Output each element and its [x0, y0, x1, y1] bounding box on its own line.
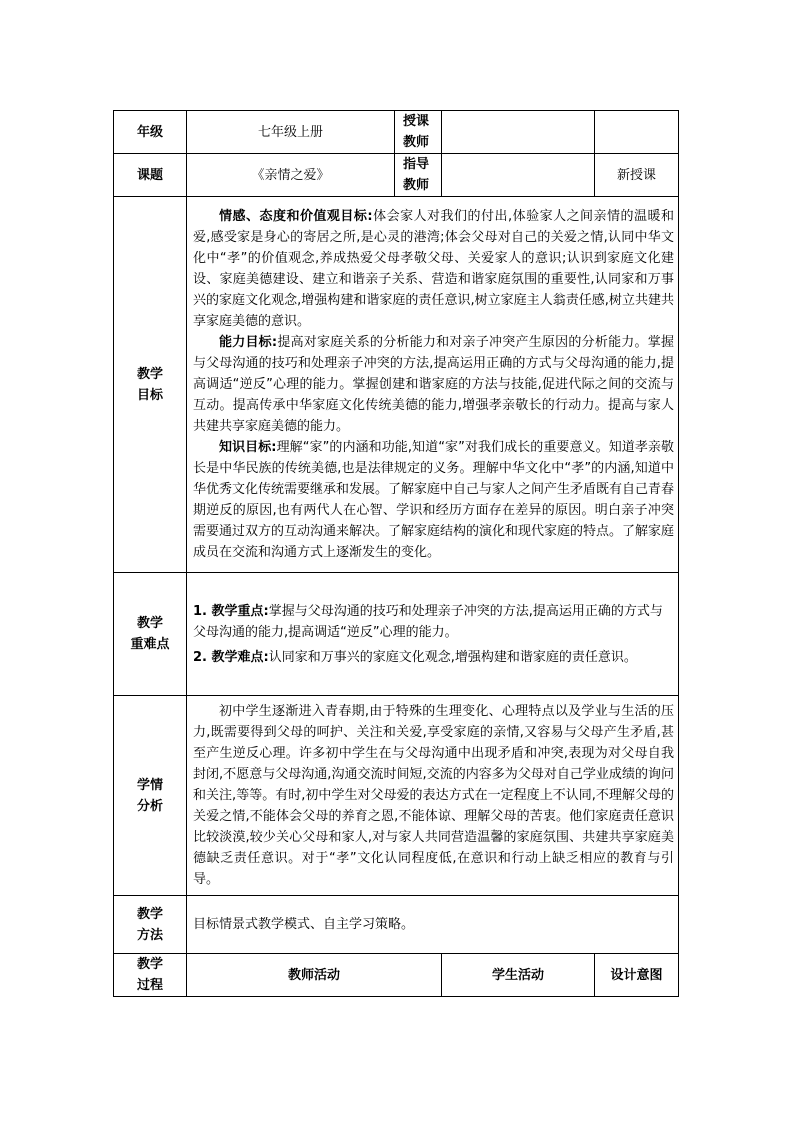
teacher-value: [442, 111, 595, 154]
teaching-focus: [193, 601, 674, 643]
teaching-difficulty-text: 认同家和万事兴的家庭文化观念,增强构建和谐家庭的责任意识。: [268, 649, 637, 665]
ability-goal-text: 提高对家庭关系的分析能力和对亲子冲突产生原因的分析能力。掌握与父母沟通的技巧和处理亲子冲突的方法,提高运用正确的方式与父母沟通的能力,提高调适“逆反”心理的能力。掌握创建和谐家庭的方法与技能,促进代际之间的交流与互动。提高传承中华家庭文化传统美德的能力,增强孝亲敬长的行动力。提高与家人共建共享家庭美德的能力。: [193, 335, 674, 434]
row-grade: [114, 111, 679, 154]
ability-goal-title: 能力目标:: [219, 335, 278, 350]
topic-label: 课题: [114, 154, 187, 197]
row-keypoints: [114, 573, 679, 696]
row-goals: [114, 197, 679, 573]
row-topic: [114, 154, 679, 197]
guide-label: 指导 教师: [395, 154, 442, 197]
teacher-extra: [595, 111, 679, 154]
keypoints-content: [187, 573, 679, 696]
method-text: 目标情景式教学模式、自主学习策略。: [187, 896, 679, 954]
teaching-focus-title: 1. 教学重点:: [193, 603, 269, 619]
emotion-goal: [193, 206, 674, 332]
analysis-text: 初中学生逐渐进入青春期,由于特殊的生理变化、心理特点以及学业与生活的压力,既需要得到父母的呵护、关注和关爱,享受家庭的亲情,又容易与父母产生矛盾,甚至产生逆反心理。许多初中学生在与父母沟通中出现矛盾和冲突,表现为对父母自我封闭,不愿意与父母沟通,沟通交流时间短,交流的内容多为父母对自己学业成绩的询问和关注,等等。有时,初中学生对父母爱的表达方式在一定程度上不认同,不理解父母的关爱之情,不能体会父母的养育之恩,不能体谅、理解父母的苦衷。他们家庭责任意识比较淡漠,较少关心父母和家人,对与家人共同营造温馨的家庭氛围、共建共享家庭美德缺乏责任意识。对于“孝”文化认同程度低,在意识和行动上缺乏相应的教育与引导。: [193, 704, 674, 887]
analysis-label: 学情 分析: [114, 696, 187, 896]
emotion-goal-title: 情感、态度和价值观目标:: [219, 209, 373, 224]
lesson-type: 新授课: [595, 154, 679, 197]
process-label: 教学 过程: [114, 954, 187, 997]
design-intent-header: 设计意图: [595, 954, 679, 997]
teaching-focus-text: 掌握与父母沟通的技巧和处理亲子冲突的方法,提高运用正确的方式与父母沟通的能力,提高调适“逆反”心理的能力。: [193, 603, 663, 640]
knowledge-goal: [193, 437, 674, 563]
teacher-label: 授课 教师: [395, 111, 442, 154]
method-label: 教学 方法: [114, 896, 187, 954]
topic-value: 《亲情之爱》: [187, 154, 395, 197]
row-analysis: [114, 696, 679, 896]
goals-label: 教学 目标: [114, 197, 187, 573]
lesson-plan-table: [113, 110, 679, 997]
knowledge-goal-text: 理解“家”的内涵和功能,知道“家”对我们成长的重要意义。知道孝亲敬长是中华民族的传统美德,也是法律规定的义务。理解中华文化中“孝”的内涵,知道中华优秀文化传统需要继承和发展。了解家庭中自己与家人之间产生矛盾既有自己青春期逆反的原因,也有两代人在心智、学识和经历方面存在差异的原因。明白亲子冲突需要通过双方的互动沟通来解决。了解家庭结构的演化和现代家庭的特点。了解家庭成员在交流和沟通方式上逐渐发生的变化。: [193, 440, 675, 560]
teaching-difficulty: [193, 647, 674, 668]
teaching-difficulty-title: 2. 教学难点:: [193, 649, 269, 665]
keypoints-label: 教学 重难点: [114, 573, 187, 696]
ability-goal: [193, 332, 674, 437]
grade-label: 年级: [114, 111, 187, 154]
emotion-goal-text: 体会家人对我们的付出,体验家人之间亲情的温暖和爱,感受家是身心的寄居之所,是心灵的港湾;体会父母对自己的关爱之情,认同中华文化中“孝”的价值观念,养成热爱父母孝敬父母、关爱家人的意识;认识到家庭文化建设、家庭美德建设、建立和谐亲子关系、营造和谐家庭氛围的重要性,认同家和万事兴的家庭文化观念,增强构建和谐家庭的责任意识,树立家庭主人翁责任感,树立共建共享家庭美德的意识。: [193, 209, 674, 329]
goals-content: [187, 197, 679, 573]
row-process: [114, 954, 679, 997]
guide-value: [442, 154, 595, 197]
row-method: [114, 896, 679, 954]
knowledge-goal-title: 知识目标:: [219, 440, 277, 455]
grade-value: 七年级上册: [187, 111, 395, 154]
student-activity-header: 学生活动: [442, 954, 595, 997]
analysis-content: [187, 696, 679, 896]
teacher-activity-header: 教师活动: [187, 954, 442, 997]
